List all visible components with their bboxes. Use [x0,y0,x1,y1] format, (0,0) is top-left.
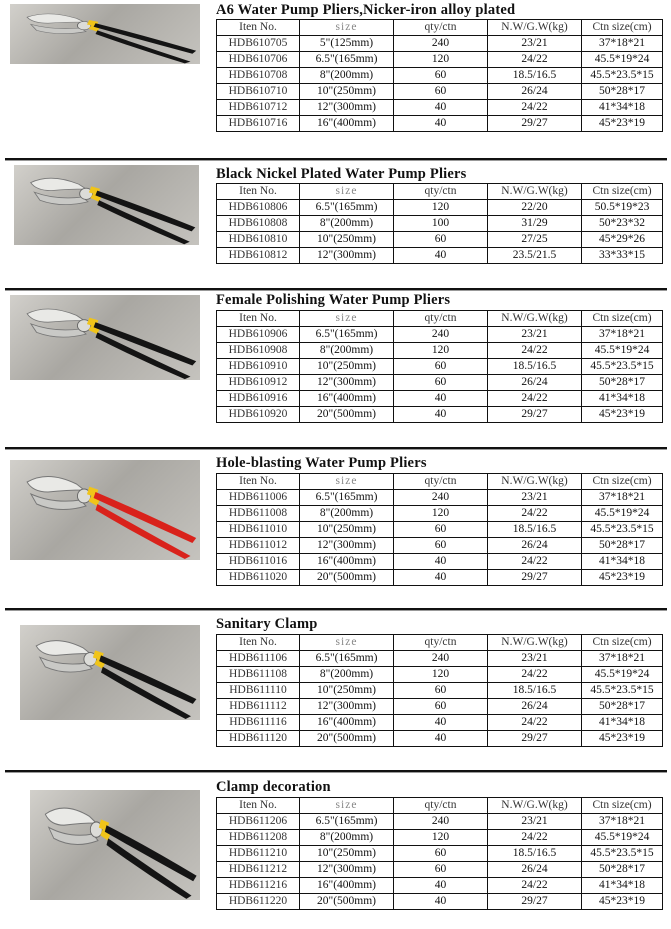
table-cell: 20"(500mm) [300,570,394,586]
table-row [217,506,663,522]
table-cell: HDB611220 [217,894,300,910]
table-cell: 18.5/16.5 [488,359,582,375]
table-cell: 41*34*18 [582,715,663,731]
table-cell: 20"(500mm) [300,407,394,423]
table-cell: 40 [394,878,488,894]
table-cell: HDB611120 [217,731,300,747]
table-cell: 37*18*21 [582,651,663,667]
table-cell: 40 [394,894,488,910]
table-cell: 26/24 [488,699,582,715]
table-cell: 10"(250mm) [300,683,394,699]
table-cell: HDB611010 [217,522,300,538]
table-cell: 23/21 [488,36,582,52]
table-cell: 16"(400mm) [300,116,394,132]
table-cell: 16"(400mm) [300,391,394,407]
table-cell: 40 [394,248,488,264]
table-cell: 20"(500mm) [300,731,394,747]
column-header: qty/ctn [394,184,488,200]
section-divider [5,158,667,161]
table-cell: 40 [394,391,488,407]
table-row [217,651,663,667]
table-cell: 18.5/16.5 [488,522,582,538]
table-row [217,846,663,862]
column-header: Ctn size(cm) [582,311,663,327]
table-cell: 50*28*17 [582,699,663,715]
table-cell: 24/22 [488,554,582,570]
table-cell: 22/20 [488,200,582,216]
table-row [217,343,663,359]
table-cell: 45*23*19 [582,894,663,910]
column-header: N.W/G.W(kg) [488,20,582,36]
table-row [217,862,663,878]
section-divider [5,447,667,450]
table-cell: HDB610920 [217,407,300,423]
spec-table [216,183,663,264]
table-cell: 29/27 [488,894,582,910]
table-row [217,490,663,506]
column-header: size [300,474,394,490]
section-title: Clamp decoration [216,779,331,795]
table-cell: 18.5/16.5 [488,683,582,699]
column-header: N.W/G.W(kg) [488,474,582,490]
column-header: Ctn size(cm) [582,474,663,490]
table-row [217,715,663,731]
table-cell: 10"(250mm) [300,522,394,538]
table-row [217,830,663,846]
table-row [217,52,663,68]
column-header: Iten No. [217,184,300,200]
table-cell: 12"(300mm) [300,375,394,391]
table-cell: 6.5"(165mm) [300,490,394,506]
table-row [217,248,663,264]
table-cell: 29/27 [488,407,582,423]
table-cell: 40 [394,731,488,747]
table-cell: 26/24 [488,375,582,391]
table-cell: 50*28*17 [582,862,663,878]
table-row [217,667,663,683]
table-cell: 12"(300mm) [300,100,394,116]
table-cell: 24/22 [488,52,582,68]
table-cell: 50*23*32 [582,216,663,232]
table-cell: 24/22 [488,715,582,731]
table-cell: 40 [394,407,488,423]
table-cell: 120 [394,667,488,683]
table-cell: 24/22 [488,343,582,359]
table-cell: 24/22 [488,506,582,522]
table-cell: HDB611212 [217,862,300,878]
table-cell: 45.5*19*24 [582,343,663,359]
table-cell: HDB610710 [217,84,300,100]
table-cell: HDB610916 [217,391,300,407]
column-header: N.W/G.W(kg) [488,311,582,327]
column-header: Iten No. [217,798,300,814]
table-cell: 16"(400mm) [300,878,394,894]
table-cell: 5"(125mm) [300,36,394,52]
column-header: Iten No. [217,474,300,490]
table-cell: HDB611206 [217,814,300,830]
section-title: Hole-blasting Water Pump Pliers [216,455,427,471]
table-cell: 27/25 [488,232,582,248]
table-row [217,327,663,343]
table-cell: 23/21 [488,490,582,506]
table-cell: 23/21 [488,814,582,830]
column-header: size [300,184,394,200]
table-cell: 45.5*19*24 [582,830,663,846]
table-cell: HDB611216 [217,878,300,894]
table-cell: 50*28*17 [582,538,663,554]
column-header: Ctn size(cm) [582,184,663,200]
table-cell: 6.5"(165mm) [300,52,394,68]
section-title: Black Nickel Plated Water Pump Pliers [216,166,467,182]
table-cell: HDB610716 [217,116,300,132]
table-cell: 45*23*19 [582,407,663,423]
spec-table [216,310,663,423]
table-cell: 37*18*21 [582,327,663,343]
table-cell: 60 [394,232,488,248]
table-cell: HDB611210 [217,846,300,862]
table-cell: 50.5*19*23 [582,200,663,216]
table-cell: 24/22 [488,878,582,894]
table-row [217,68,663,84]
table-cell: 12"(300mm) [300,862,394,878]
table-cell: 8"(200mm) [300,830,394,846]
table-cell: 60 [394,683,488,699]
table-cell: 26/24 [488,538,582,554]
table-cell: 45.5*23.5*15 [582,68,663,84]
table-cell: 40 [394,715,488,731]
table-cell: HDB611116 [217,715,300,731]
table-cell: 60 [394,862,488,878]
table-cell: 26/24 [488,84,582,100]
table-cell: 37*18*21 [582,36,663,52]
table-cell: 33*33*15 [582,248,663,264]
table-cell: 50*28*17 [582,84,663,100]
section-title: Sanitary Clamp [216,616,318,632]
table-cell: 60 [394,68,488,84]
table-cell: HDB610806 [217,200,300,216]
table-cell: 12"(300mm) [300,538,394,554]
column-header: Ctn size(cm) [582,20,663,36]
table-cell: 29/27 [488,731,582,747]
table-cell: 8"(200mm) [300,68,394,84]
table-cell: 60 [394,846,488,862]
table-cell: HDB610712 [217,100,300,116]
table-cell: 120 [394,200,488,216]
table-cell: 37*18*21 [582,814,663,830]
table-cell: 40 [394,554,488,570]
table-cell: 120 [394,52,488,68]
table-row [217,538,663,554]
table-cell: 16"(400mm) [300,715,394,731]
table-row [217,878,663,894]
table-cell: 10"(250mm) [300,359,394,375]
table-cell: 10"(250mm) [300,846,394,862]
table-row [217,699,663,715]
table-cell: 12"(300mm) [300,248,394,264]
table-cell: HDB611020 [217,570,300,586]
table-row [217,554,663,570]
table-header-row [217,635,663,651]
table-cell: HDB610906 [217,327,300,343]
column-header: Ctn size(cm) [582,798,663,814]
table-row [217,407,663,423]
spec-table [216,19,663,132]
table-cell: 16"(400mm) [300,554,394,570]
table-cell: 240 [394,36,488,52]
column-header: qty/ctn [394,20,488,36]
table-cell: 6.5"(165mm) [300,200,394,216]
table-cell: 45.5*23.5*15 [582,522,663,538]
table-cell: 24/22 [488,391,582,407]
table-cell: HDB610908 [217,343,300,359]
clamp-decoration-image [30,790,200,900]
table-cell: 6.5"(165mm) [300,327,394,343]
table-cell: HDB610912 [217,375,300,391]
table-row [217,232,663,248]
table-cell: 29/27 [488,116,582,132]
table-header-row [217,798,663,814]
table-cell: 240 [394,814,488,830]
table-cell: HDB610812 [217,248,300,264]
sanitary-clamp-image [20,625,200,720]
section-title: A6 Water Pump Pliers,Nicker-iron alloy plated [216,2,516,18]
table-cell: 26/24 [488,862,582,878]
table-cell: 8"(200mm) [300,343,394,359]
table-row [217,375,663,391]
table-cell: 45*23*19 [582,116,663,132]
table-cell: HDB610708 [217,68,300,84]
table-row [217,522,663,538]
table-cell: 45*23*19 [582,570,663,586]
table-cell: 45.5*19*24 [582,506,663,522]
table-cell: 18.5/16.5 [488,68,582,84]
table-row [217,200,663,216]
table-cell: 40 [394,570,488,586]
column-header: N.W/G.W(kg) [488,184,582,200]
table-cell: HDB610808 [217,216,300,232]
table-cell: 41*34*18 [582,391,663,407]
black-nickel-pliers-image [14,165,199,245]
table-cell: HDB611008 [217,506,300,522]
table-cell: 120 [394,506,488,522]
table-cell: 45.5*23.5*15 [582,683,663,699]
table-cell: 10"(250mm) [300,84,394,100]
table-cell: 60 [394,538,488,554]
table-cell: 10"(250mm) [300,232,394,248]
column-header: qty/ctn [394,798,488,814]
table-row [217,814,663,830]
column-header: Iten No. [217,635,300,651]
table-cell: HDB611112 [217,699,300,715]
table-cell: HDB611006 [217,490,300,506]
table-cell: 24/22 [488,100,582,116]
section-title: Female Polishing Water Pump Pliers [216,292,451,308]
table-row [217,116,663,132]
column-header: size [300,20,394,36]
table-cell: 23/21 [488,651,582,667]
table-row [217,359,663,375]
table-header-row [217,311,663,327]
spec-table [216,634,663,747]
table-cell: 18.5/16.5 [488,846,582,862]
section-divider [5,608,667,611]
table-row [217,894,663,910]
polished-pliers-image [10,295,200,380]
table-cell: 41*34*18 [582,878,663,894]
table-cell: 40 [394,100,488,116]
table-cell: HDB611016 [217,554,300,570]
table-cell: 240 [394,490,488,506]
table-cell: HDB610705 [217,36,300,52]
table-row [217,84,663,100]
table-cell: HDB611012 [217,538,300,554]
table-header-row [217,20,663,36]
table-cell: 6.5"(165mm) [300,651,394,667]
table-cell: 24/22 [488,667,582,683]
table-cell: 45.5*19*24 [582,667,663,683]
table-cell: 50*28*17 [582,375,663,391]
table-cell: 8"(200mm) [300,216,394,232]
table-header-row [217,474,663,490]
table-row [217,36,663,52]
table-cell: 240 [394,327,488,343]
table-row [217,100,663,116]
table-cell: 120 [394,830,488,846]
column-header: qty/ctn [394,635,488,651]
table-row [217,683,663,699]
table-cell: 29/27 [488,570,582,586]
table-cell: 23/21 [488,327,582,343]
column-header: Iten No. [217,311,300,327]
table-cell: 37*18*21 [582,490,663,506]
spec-table [216,797,663,910]
table-cell: 45.5*23.5*15 [582,846,663,862]
table-cell: 60 [394,699,488,715]
spec-table [216,473,663,586]
table-cell: 240 [394,651,488,667]
table-cell: 23.5/21.5 [488,248,582,264]
table-row [217,391,663,407]
table-cell: 60 [394,522,488,538]
table-cell: 8"(200mm) [300,506,394,522]
column-header: N.W/G.W(kg) [488,635,582,651]
table-row [217,570,663,586]
column-header: Ctn size(cm) [582,635,663,651]
table-cell: 12"(300mm) [300,699,394,715]
table-cell: 45*23*19 [582,731,663,747]
table-cell: HDB611208 [217,830,300,846]
table-cell: 100 [394,216,488,232]
section-divider [5,770,667,773]
water-pump-pliers-black-grip-image [10,4,200,64]
table-row [217,216,663,232]
table-cell: HDB611110 [217,683,300,699]
table-cell: HDB610910 [217,359,300,375]
table-cell: 120 [394,343,488,359]
table-cell: 6.5"(165mm) [300,814,394,830]
table-cell: HDB610706 [217,52,300,68]
column-header: qty/ctn [394,474,488,490]
table-cell: 45.5*19*24 [582,52,663,68]
table-cell: 40 [394,116,488,132]
column-header: size [300,635,394,651]
table-cell: 20"(500mm) [300,894,394,910]
table-cell: 41*34*18 [582,554,663,570]
table-cell: 41*34*18 [582,100,663,116]
section-divider [5,288,667,291]
table-cell: 60 [394,375,488,391]
table-header-row [217,184,663,200]
table-cell: 24/22 [488,830,582,846]
table-cell: HDB611106 [217,651,300,667]
table-cell: 60 [394,84,488,100]
table-cell: 45.5*23.5*15 [582,359,663,375]
table-cell: 31/29 [488,216,582,232]
table-cell: 45*29*26 [582,232,663,248]
column-header: size [300,311,394,327]
table-cell: HDB610810 [217,232,300,248]
table-cell: HDB611108 [217,667,300,683]
column-header: N.W/G.W(kg) [488,798,582,814]
red-grip-pliers-image [10,460,200,560]
column-header: Iten No. [217,20,300,36]
table-row [217,731,663,747]
table-cell: 8"(200mm) [300,667,394,683]
column-header: qty/ctn [394,311,488,327]
table-cell: 60 [394,359,488,375]
column-header: size [300,798,394,814]
